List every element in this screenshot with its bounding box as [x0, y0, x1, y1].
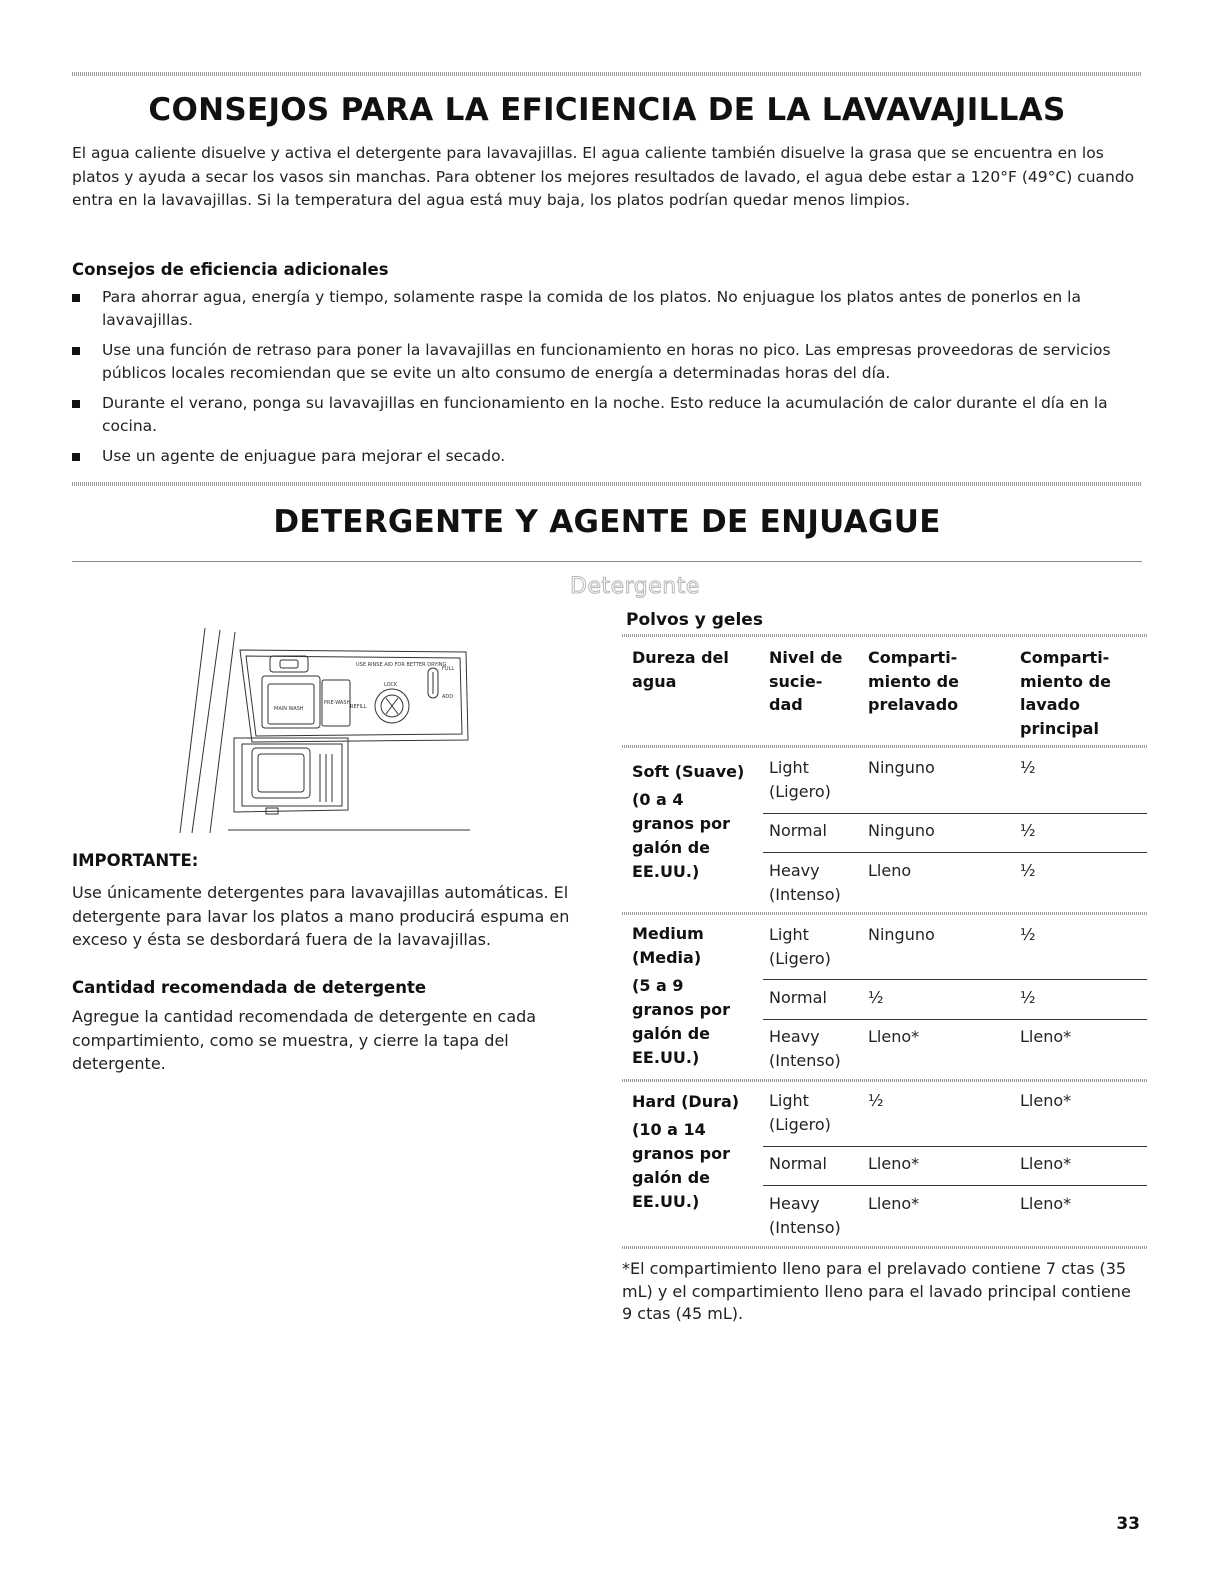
- table-cell-mainwash: ½: [1020, 988, 1036, 1007]
- table-cell-mainwash: ½: [1020, 925, 1036, 944]
- important-text: Use únicamente detergentes para lavavajillas automáticas. El detergente para lavar los platos a mano producirá espuma en exceso y ésta se desbordará fuera de la lavavajillas.: [72, 883, 570, 950]
- list-item: Durante el verano, ponga su lavavajillas en funcionamiento en la noche. Esto reduce la acumulación de calor durante el día en la cocina.: [72, 392, 1142, 438]
- table-cell-prewash: Ninguno: [868, 925, 935, 944]
- table-cell-mainwash: Lleno*: [1020, 1154, 1072, 1173]
- table-cell-mainwash: Lleno*: [1020, 1027, 1072, 1046]
- row-divider: [763, 1019, 1147, 1020]
- table-caption: Polvos y geles: [626, 610, 763, 630]
- hardness-medium: Medium (Media) (5 a 9 granos por galón de EE.UU.): [632, 924, 730, 1067]
- fig-label-refill: REFILL: [350, 704, 367, 710]
- amount-text: Agregue la cantidad recomendada de detergente en cada compartimiento, como se muestra, y cierre la tapa del detergente.: [72, 1007, 537, 1074]
- fig-label-lock: LOCK: [384, 682, 398, 688]
- table-cell-prewash: ½: [868, 1091, 884, 1110]
- fig-label-full: FULL: [442, 666, 455, 672]
- fig-label-add: ADD: [442, 694, 454, 700]
- table-footnote: *El compartimiento lleno para el prelavado contiene 7 ctas (35 mL) y el compartimiento lleno para el lavado principal contiene 9 ctas (45 mL).: [622, 1259, 1131, 1323]
- table-cell-prewash: Lleno*: [868, 1154, 920, 1173]
- section-title-detergent: DETERGENTE Y AGENTE DE ENJUAGUE: [273, 504, 941, 540]
- row-divider: [763, 979, 1147, 980]
- list-item: Use un agente de enjuague para mejorar el secado.: [72, 445, 1142, 468]
- table-cell-prewash: Ninguno: [868, 758, 935, 777]
- fig-label-pre-wash: PRE-WASH: [324, 700, 351, 706]
- group-divider: [622, 1079, 1147, 1082]
- table-header-hardness: Dureza del agua: [632, 648, 729, 691]
- amount-heading: Cantidad recomendada de detergente: [72, 978, 427, 997]
- row-divider: [763, 852, 1147, 853]
- table-header-mainwash: Comparti-miento de lavado principal: [1020, 648, 1111, 738]
- table-row: Normal: [769, 821, 827, 840]
- table-row: Heavy (Intenso): [769, 1194, 841, 1237]
- table-cell-prewash: Ninguno: [868, 821, 935, 840]
- table-cell-mainwash: ½: [1020, 758, 1036, 777]
- table-cell-prewash: Lleno: [868, 861, 912, 880]
- table-header-prewash: Comparti-miento de prelavado: [868, 648, 959, 714]
- page-number: 33: [1116, 1514, 1140, 1534]
- table-header-soil-level: Nivel de sucie-dad: [769, 648, 843, 714]
- table-cell-prewash: Lleno*: [868, 1194, 920, 1213]
- table-cell-mainwash: Lleno*: [1020, 1091, 1072, 1110]
- table-row: Heavy (Intenso): [769, 1027, 841, 1070]
- list-item: Use una función de retraso para poner la lavavajillas en funcionamiento en horas no pico. Las empresas proveedoras de servicios públicos locales recomiendan que se evite un alto consumo de energía a determinadas horas del día.: [72, 339, 1142, 385]
- section-title-efficiency: CONSEJOS PARA LA EFICIENCIA DE LA LAVAVAJILLAS: [148, 92, 1066, 128]
- list-item: Para ahorrar agua, energía y tiempo, solamente raspe la comida de los platos. No enjuague los platos antes de ponerlos en la lavavajillas.: [72, 286, 1142, 332]
- table-cell-mainwash: ½: [1020, 821, 1036, 840]
- table-row: Light (Ligero): [769, 758, 831, 801]
- additional-tips-heading: Consejos de eficiencia adicionales: [72, 260, 389, 279]
- row-divider: [763, 1185, 1147, 1186]
- detergent-subheading: Detergente: [570, 574, 700, 599]
- group-divider: [622, 912, 1147, 915]
- table-header-rule: [622, 745, 1147, 748]
- important-label: IMPORTANTE:: [72, 851, 199, 870]
- fig-label-rinse-aid: USE RINSE AID FOR BETTER DRYING: [356, 662, 447, 668]
- table-cell-mainwash: ½: [1020, 861, 1036, 880]
- hardness-hard: Hard (Dura) (10 a 14 granos por galón de EE.UU.): [632, 1092, 740, 1211]
- table-cell-prewash: ½: [868, 988, 884, 1007]
- efficiency-intro: El agua caliente disuelve y activa el detergente para lavavajillas. El agua caliente también disuelve la grasa que se encuentra en los platos y ayuda a secar los vasos sin manchas. Para obtener los mejores resultados de lavado, el agua debe estar a 120°F (49°C) cuando entra en la lavavajillas. Si la temperatura del agua está muy baja, los platos podrían quedar menos limpios.: [72, 144, 1135, 210]
- table-row: Light (Ligero): [769, 1091, 831, 1134]
- table-cell-prewash: Lleno*: [868, 1027, 920, 1046]
- table-cell-mainwash: Lleno*: [1020, 1194, 1072, 1213]
- hardness-soft: Soft (Suave) (0 a 4 granos por galón de EE.UU.): [632, 762, 745, 881]
- table-row: Normal: [769, 1154, 827, 1173]
- table-row: Heavy (Intenso): [769, 861, 841, 904]
- row-divider: [763, 1146, 1147, 1147]
- fig-label-main-wash: MAIN WASH: [274, 706, 304, 712]
- table-row: Light (Ligero): [769, 925, 831, 968]
- table-row: Normal: [769, 988, 827, 1007]
- table-bottom-rule: [622, 1246, 1147, 1249]
- row-divider: [763, 813, 1147, 814]
